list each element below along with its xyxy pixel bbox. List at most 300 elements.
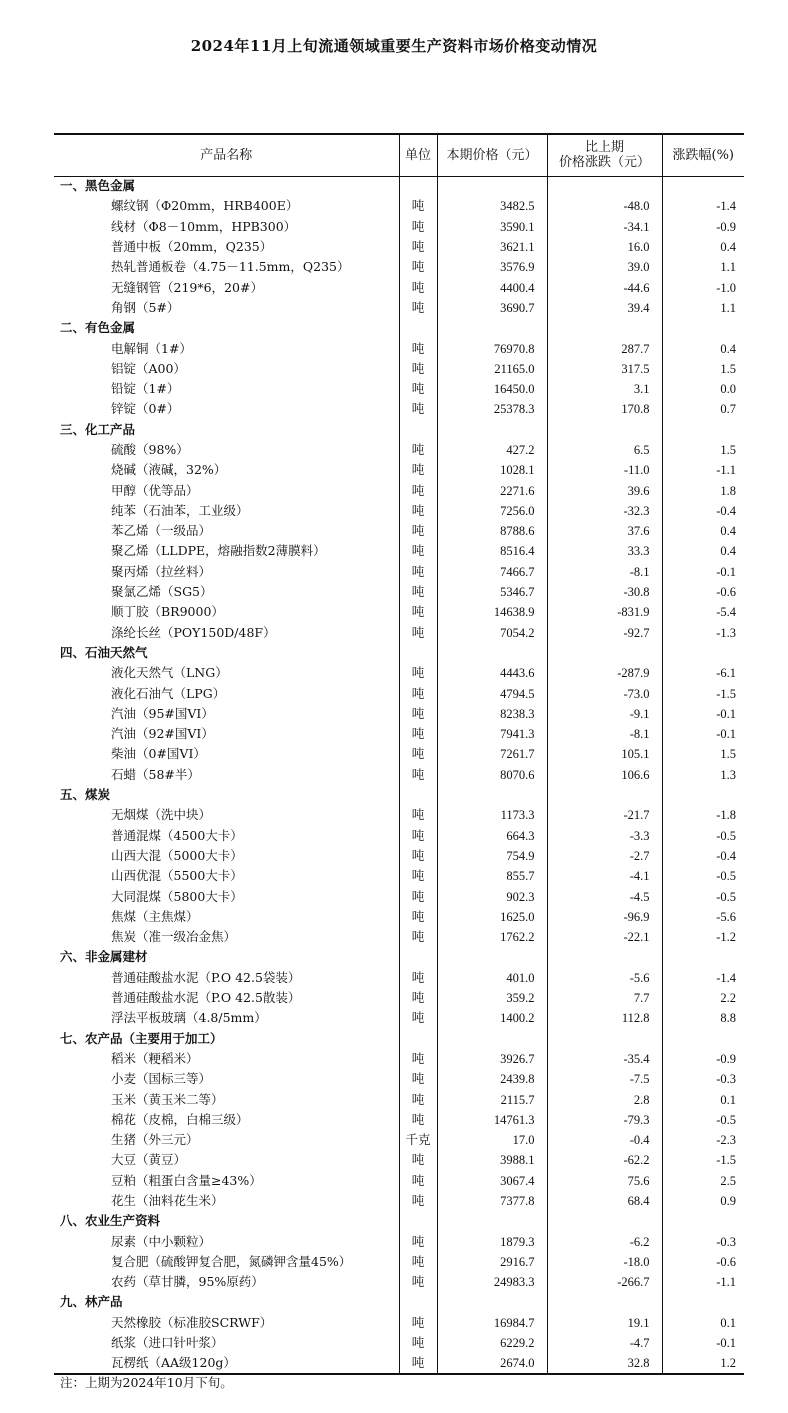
product-name: 山西优混（5500大卡） xyxy=(111,868,243,884)
price-cell: 754.9 xyxy=(437,846,547,866)
unit-cell: 吨 xyxy=(399,1049,437,1069)
category-row xyxy=(54,1292,744,1312)
pct-cell: -0.4 xyxy=(662,501,744,521)
price-cell: 1879.3 xyxy=(437,1231,547,1251)
change-cell: 16.0 xyxy=(547,237,662,257)
price-cell: 7261.7 xyxy=(437,744,547,764)
price-cell: 3988.1 xyxy=(437,1150,547,1170)
table-row xyxy=(54,1191,744,1211)
price-cell xyxy=(437,1292,547,1312)
table-row xyxy=(54,257,744,277)
change-cell: 317.5 xyxy=(547,359,662,379)
change-cell xyxy=(547,1292,662,1312)
product-name: 生猪（外三元） xyxy=(111,1132,199,1148)
product-name: 铝锭（A00） xyxy=(111,360,186,376)
product-name: 锌锭（0#） xyxy=(111,401,180,417)
product-name: 苯乙烯（一级品） xyxy=(111,523,212,539)
pct-cell: -0.3 xyxy=(662,1231,744,1251)
category-row xyxy=(54,318,744,338)
product-name: 农药（草甘膦，95%原药） xyxy=(111,1274,264,1290)
change-cell: -11.0 xyxy=(547,460,662,480)
unit-cell: 吨 xyxy=(399,744,437,764)
pct-cell xyxy=(662,947,744,967)
table-row xyxy=(54,968,744,988)
pct-cell: 0.9 xyxy=(662,1191,744,1211)
pct-cell: -0.4 xyxy=(662,846,744,866)
table-row xyxy=(54,1313,744,1333)
category-label: 四、石油天然气 xyxy=(60,644,148,660)
unit-cell: 吨 xyxy=(399,724,437,744)
price-cell xyxy=(437,643,547,663)
product-name: 聚乙烯（LLDPE，熔融指数2薄膜料） xyxy=(111,543,326,559)
category-row xyxy=(54,785,744,805)
unit-cell xyxy=(399,947,437,967)
header-change-line1: 比上期 xyxy=(584,140,624,156)
pct-cell: 2.2 xyxy=(662,988,744,1008)
table-row xyxy=(54,927,744,947)
change-cell xyxy=(547,785,662,805)
product-name: 汽油（92#国VI） xyxy=(111,726,214,742)
change-cell: 37.6 xyxy=(547,521,662,541)
unit-cell: 吨 xyxy=(399,1110,437,1130)
price-cell: 4443.6 xyxy=(437,663,547,683)
table-row xyxy=(54,541,744,561)
pct-cell: -0.9 xyxy=(662,217,744,237)
product-name: 山西大混（5000大卡） xyxy=(111,847,243,863)
product-name: 液化石油气（LPG） xyxy=(111,685,226,701)
unit-cell: 吨 xyxy=(399,1008,437,1028)
category-label: 九、林产品 xyxy=(60,1294,123,1310)
table-row xyxy=(54,663,744,683)
product-name: 小麦（国标三等） xyxy=(111,1071,212,1087)
unit-cell: 吨 xyxy=(399,1333,437,1353)
change-cell: -18.0 xyxy=(547,1252,662,1272)
change-cell: -34.1 xyxy=(547,217,662,237)
change-cell xyxy=(547,1028,662,1048)
pct-cell: -1.5 xyxy=(662,1150,744,1170)
pct-cell: -1.4 xyxy=(662,196,744,216)
price-cell: 3576.9 xyxy=(437,257,547,277)
pct-cell: 1.5 xyxy=(662,359,744,379)
product-name: 焦炭（准一级冶金焦） xyxy=(111,929,237,945)
pct-cell: -0.1 xyxy=(662,704,744,724)
change-cell: -8.1 xyxy=(547,724,662,744)
category-label: 六、非金属建材 xyxy=(60,949,148,965)
unit-cell: 吨 xyxy=(399,968,437,988)
footnote: 注：上期为2024年10月下旬。 xyxy=(60,1375,233,1390)
table-row xyxy=(54,1171,744,1191)
price-cell: 7377.8 xyxy=(437,1191,547,1211)
product-name: 无烟煤（洗中块） xyxy=(111,807,212,823)
table-row xyxy=(54,379,744,399)
unit-cell: 千克 xyxy=(399,1130,437,1150)
change-cell: 2.8 xyxy=(547,1089,662,1109)
product-name: 焦煤（主焦煤） xyxy=(111,908,199,924)
unit-cell: 吨 xyxy=(399,501,437,521)
unit-cell: 吨 xyxy=(399,602,437,622)
product-name: 热轧普通板卷（4.75－11.5mm，Q235） xyxy=(111,259,350,275)
unit-cell: 吨 xyxy=(399,988,437,1008)
table-row xyxy=(54,907,744,927)
table-row xyxy=(54,988,744,1008)
change-cell: -44.6 xyxy=(547,277,662,297)
unit-cell: 吨 xyxy=(399,379,437,399)
price-cell: 24983.3 xyxy=(437,1272,547,1292)
table-row xyxy=(54,744,744,764)
unit-cell: 吨 xyxy=(399,1252,437,1272)
pct-cell: 1.2 xyxy=(662,1353,744,1373)
price-cell: 5346.7 xyxy=(437,582,547,602)
price-cell: 664.3 xyxy=(437,826,547,846)
change-cell: -5.6 xyxy=(547,968,662,988)
pct-cell xyxy=(662,318,744,338)
product-name: 顺丁胶（BR9000） xyxy=(111,604,224,620)
unit-cell: 吨 xyxy=(399,440,437,460)
table-row xyxy=(54,805,744,825)
unit-cell: 吨 xyxy=(399,826,437,846)
category-label: 八、农业生产资料 xyxy=(60,1213,161,1229)
pct-cell: -0.1 xyxy=(662,1333,744,1353)
unit-cell: 吨 xyxy=(399,196,437,216)
unit-cell: 吨 xyxy=(399,1171,437,1191)
unit-cell: 吨 xyxy=(399,217,437,237)
price-table xyxy=(54,133,744,1375)
price-cell: 25378.3 xyxy=(437,399,547,419)
price-cell: 8070.6 xyxy=(437,765,547,785)
change-cell: 105.1 xyxy=(547,744,662,764)
change-cell: 39.0 xyxy=(547,257,662,277)
change-cell xyxy=(547,1211,662,1231)
change-cell xyxy=(547,420,662,440)
header-change-line2: 价格涨跌（元） xyxy=(558,155,650,171)
product-name: 豆粕（粗蛋白含量≥43%） xyxy=(111,1172,262,1188)
table-row xyxy=(54,237,744,257)
header-price: 本期价格（元） xyxy=(437,134,547,176)
pct-cell: -0.6 xyxy=(662,582,744,602)
table-row xyxy=(54,1130,744,1150)
product-name: 液化天然气（LNG） xyxy=(111,665,228,681)
table-row xyxy=(54,866,744,886)
table-row xyxy=(54,623,744,643)
change-cell: -96.9 xyxy=(547,907,662,927)
price-cell: 76970.8 xyxy=(437,338,547,358)
category-label: 五、煤炭 xyxy=(60,787,111,803)
pct-cell: 1.5 xyxy=(662,440,744,460)
pct-cell xyxy=(662,176,744,196)
pct-cell: 1.5 xyxy=(662,744,744,764)
change-cell: 19.1 xyxy=(547,1313,662,1333)
pct-cell: -1.4 xyxy=(662,968,744,988)
price-cell: 2674.0 xyxy=(437,1353,547,1373)
price-cell: 14638.9 xyxy=(437,602,547,622)
pct-cell: -0.5 xyxy=(662,886,744,906)
unit-cell: 吨 xyxy=(399,460,437,480)
pct-cell: -0.5 xyxy=(662,826,744,846)
category-row xyxy=(54,947,744,967)
price-cell: 2439.8 xyxy=(437,1069,547,1089)
change-cell xyxy=(547,318,662,338)
unit-cell xyxy=(399,785,437,805)
unit-cell: 吨 xyxy=(399,927,437,947)
product-name: 烧碱（液碱，32%） xyxy=(111,462,227,478)
product-name: 角钢（5#） xyxy=(111,299,180,315)
change-cell: -22.1 xyxy=(547,927,662,947)
product-name: 螺纹钢（Φ20mm，HRB400E） xyxy=(111,198,299,214)
change-cell: -0.4 xyxy=(547,1130,662,1150)
pct-cell xyxy=(662,643,744,663)
unit-cell xyxy=(399,1211,437,1231)
pct-cell: -0.1 xyxy=(662,562,744,582)
change-cell: -6.2 xyxy=(547,1231,662,1251)
table-row xyxy=(54,765,744,785)
pct-cell: 1.8 xyxy=(662,480,744,500)
price-cell: 3482.5 xyxy=(437,196,547,216)
pct-cell: -0.9 xyxy=(662,1049,744,1069)
product-name: 天然橡胶（标准胶SCRWF） xyxy=(111,1314,273,1330)
pct-cell: -0.6 xyxy=(662,1252,744,1272)
pct-cell: 0.4 xyxy=(662,338,744,358)
unit-cell: 吨 xyxy=(399,866,437,886)
document-title: 2024年11月上旬流通领域重要生产资料市场价格变动情况 xyxy=(190,37,598,55)
category-label: 三、化工产品 xyxy=(60,421,136,437)
table-row xyxy=(54,359,744,379)
unit-cell: 吨 xyxy=(399,1150,437,1170)
pct-cell xyxy=(662,785,744,805)
unit-cell: 吨 xyxy=(399,562,437,582)
table-row xyxy=(54,298,744,318)
change-cell: 7.7 xyxy=(547,988,662,1008)
unit-cell: 吨 xyxy=(399,623,437,643)
pct-cell: -0.1 xyxy=(662,724,744,744)
pct-cell: -1.3 xyxy=(662,623,744,643)
price-cell xyxy=(437,318,547,338)
product-name: 稻米（粳稻米） xyxy=(111,1050,199,1066)
unit-cell: 吨 xyxy=(399,237,437,257)
header-pct: 涨跌幅(%) xyxy=(662,134,744,176)
header-change xyxy=(547,134,662,176)
product-name: 聚氯乙烯（SG5） xyxy=(111,584,213,600)
product-name: 浮法平板玻璃（4.8/5mm） xyxy=(111,1010,267,1026)
unit-cell: 吨 xyxy=(399,1089,437,1109)
pct-cell: 8.8 xyxy=(662,1008,744,1028)
table-row xyxy=(54,1069,744,1089)
pct-cell: 2.5 xyxy=(662,1171,744,1191)
unit-cell: 吨 xyxy=(399,338,437,358)
category-row xyxy=(54,643,744,663)
table-row xyxy=(54,1333,744,1353)
change-cell: 39.6 xyxy=(547,480,662,500)
unit-cell: 吨 xyxy=(399,1313,437,1333)
price-cell xyxy=(437,1028,547,1048)
table-row xyxy=(54,196,744,216)
change-cell: -79.3 xyxy=(547,1110,662,1130)
price-cell: 1028.1 xyxy=(437,460,547,480)
unit-cell: 吨 xyxy=(399,359,437,379)
price-cell: 401.0 xyxy=(437,968,547,988)
product-name: 无缝钢管（219*6，20#） xyxy=(111,279,263,295)
change-cell: -62.2 xyxy=(547,1150,662,1170)
price-cell: 8238.3 xyxy=(437,704,547,724)
price-cell: 14761.3 xyxy=(437,1110,547,1130)
price-cell: 3067.4 xyxy=(437,1171,547,1191)
pct-cell: 1.3 xyxy=(662,765,744,785)
unit-cell: 吨 xyxy=(399,1191,437,1211)
unit-cell: 吨 xyxy=(399,257,437,277)
change-cell: -4.7 xyxy=(547,1333,662,1353)
table-row xyxy=(54,440,744,460)
product-name: 普通硅酸盐水泥（P.O 42.5袋装） xyxy=(111,969,301,985)
pct-cell: -1.0 xyxy=(662,277,744,297)
table-row xyxy=(54,1150,744,1170)
price-cell: 4794.5 xyxy=(437,683,547,703)
price-cell: 427.2 xyxy=(437,440,547,460)
product-name: 纯苯（石油苯，工业级） xyxy=(111,502,249,518)
change-cell: 32.8 xyxy=(547,1353,662,1373)
change-cell: -35.4 xyxy=(547,1049,662,1069)
change-cell: 75.6 xyxy=(547,1171,662,1191)
unit-cell: 吨 xyxy=(399,480,437,500)
price-cell: 7466.7 xyxy=(437,562,547,582)
product-name: 玉米（黄玉米二等） xyxy=(111,1091,224,1107)
unit-cell: 吨 xyxy=(399,298,437,318)
table-row xyxy=(54,1231,744,1251)
unit-cell: 吨 xyxy=(399,907,437,927)
pct-cell: 1.1 xyxy=(662,257,744,277)
unit-cell: 吨 xyxy=(399,846,437,866)
product-name: 铅锭（1#） xyxy=(111,381,180,397)
unit-cell: 吨 xyxy=(399,277,437,297)
table-row xyxy=(54,704,744,724)
price-cell: 3926.7 xyxy=(437,1049,547,1069)
product-name: 甲醇（优等品） xyxy=(111,482,199,498)
category-label: 一、黑色金属 xyxy=(60,178,136,194)
table-row xyxy=(54,846,744,866)
product-name: 棉花（皮棉，白棉三级） xyxy=(111,1111,249,1127)
price-cell: 1400.2 xyxy=(437,1008,547,1028)
table-row xyxy=(54,480,744,500)
price-cell: 1625.0 xyxy=(437,907,547,927)
price-cell: 3590.1 xyxy=(437,217,547,237)
category-row xyxy=(54,176,744,196)
change-cell: -9.1 xyxy=(547,704,662,724)
table-row xyxy=(54,1272,744,1292)
change-cell: -7.5 xyxy=(547,1069,662,1089)
change-cell: 170.8 xyxy=(547,399,662,419)
product-name: 普通中板（20mm，Q235） xyxy=(111,239,273,255)
pct-cell xyxy=(662,1028,744,1048)
pct-cell: 0.1 xyxy=(662,1313,744,1333)
pct-cell: 0.7 xyxy=(662,399,744,419)
header-product-name: 产品名称 xyxy=(54,134,399,176)
table-row xyxy=(54,562,744,582)
unit-cell: 吨 xyxy=(399,1353,437,1373)
change-cell: -8.1 xyxy=(547,562,662,582)
table-row xyxy=(54,602,744,622)
product-name: 复合肥（硫酸钾复合肥，氮磷钾含量45%） xyxy=(111,1253,352,1269)
table-row xyxy=(54,1110,744,1130)
price-cell: 8516.4 xyxy=(437,541,547,561)
unit-cell: 吨 xyxy=(399,582,437,602)
change-cell: 112.8 xyxy=(547,1008,662,1028)
table-row xyxy=(54,1252,744,1272)
unit-cell xyxy=(399,176,437,196)
pct-cell: -0.5 xyxy=(662,866,744,886)
product-name: 大同混煤（5800大卡） xyxy=(111,888,243,904)
pct-cell: -1.1 xyxy=(662,460,744,480)
product-name: 聚丙烯（拉丝料） xyxy=(111,563,212,579)
category-row xyxy=(54,420,744,440)
unit-cell: 吨 xyxy=(399,521,437,541)
price-cell: 3621.1 xyxy=(437,237,547,257)
pct-cell: -1.2 xyxy=(662,927,744,947)
category-label: 七、农产品（主要用于加工） xyxy=(60,1030,223,1046)
product-name: 石蜡（58#半） xyxy=(111,766,200,782)
pct-cell: 1.1 xyxy=(662,298,744,318)
table-row xyxy=(54,826,744,846)
price-cell: 2916.7 xyxy=(437,1252,547,1272)
change-cell: -4.1 xyxy=(547,866,662,886)
change-cell: -48.0 xyxy=(547,196,662,216)
change-cell xyxy=(547,947,662,967)
pct-cell xyxy=(662,1292,744,1312)
table-row xyxy=(54,501,744,521)
pct-cell: -1.1 xyxy=(662,1272,744,1292)
change-cell xyxy=(547,643,662,663)
pct-cell: 0.4 xyxy=(662,521,744,541)
product-name: 纸浆（进口针叶浆） xyxy=(111,1335,224,1351)
product-name: 涤纶长丝（POY150D/48F） xyxy=(111,624,276,640)
pct-cell xyxy=(662,1211,744,1231)
pct-cell: -2.3 xyxy=(662,1130,744,1150)
change-cell: -32.3 xyxy=(547,501,662,521)
price-cell: 3690.7 xyxy=(437,298,547,318)
unit-cell: 吨 xyxy=(399,704,437,724)
unit-cell: 吨 xyxy=(399,1231,437,1251)
unit-cell: 吨 xyxy=(399,541,437,561)
table-body xyxy=(54,176,744,1374)
price-cell: 359.2 xyxy=(437,988,547,1008)
table-row xyxy=(54,1089,744,1109)
unit-cell: 吨 xyxy=(399,1272,437,1292)
table-row xyxy=(54,1008,744,1028)
change-cell: -3.3 xyxy=(547,826,662,846)
price-cell: 855.7 xyxy=(437,866,547,886)
unit-cell: 吨 xyxy=(399,663,437,683)
change-cell: 6.5 xyxy=(547,440,662,460)
price-cell xyxy=(437,176,547,196)
change-cell: -30.8 xyxy=(547,582,662,602)
product-name: 瓦楞纸（AA级120g） xyxy=(54,1353,399,1373)
unit-cell xyxy=(399,420,437,440)
price-cell: 6229.2 xyxy=(437,1333,547,1353)
product-name: 普通混煤（4500大卡） xyxy=(111,827,243,843)
change-cell: -266.7 xyxy=(547,1272,662,1292)
price-cell: 17.0 xyxy=(437,1130,547,1150)
product-name: 花生（油料花生米） xyxy=(111,1192,224,1208)
pct-cell: -5.6 xyxy=(662,907,744,927)
table-header-row xyxy=(54,134,744,176)
pct-cell: 0.4 xyxy=(662,541,744,561)
table-row xyxy=(54,1049,744,1069)
change-cell: 106.6 xyxy=(547,765,662,785)
change-cell: 287.7 xyxy=(547,338,662,358)
unit-cell: 吨 xyxy=(399,399,437,419)
table-row xyxy=(54,338,744,358)
change-cell: -831.9 xyxy=(547,602,662,622)
pct-cell: 0.0 xyxy=(662,379,744,399)
table-row xyxy=(54,886,744,906)
change-cell xyxy=(547,176,662,196)
